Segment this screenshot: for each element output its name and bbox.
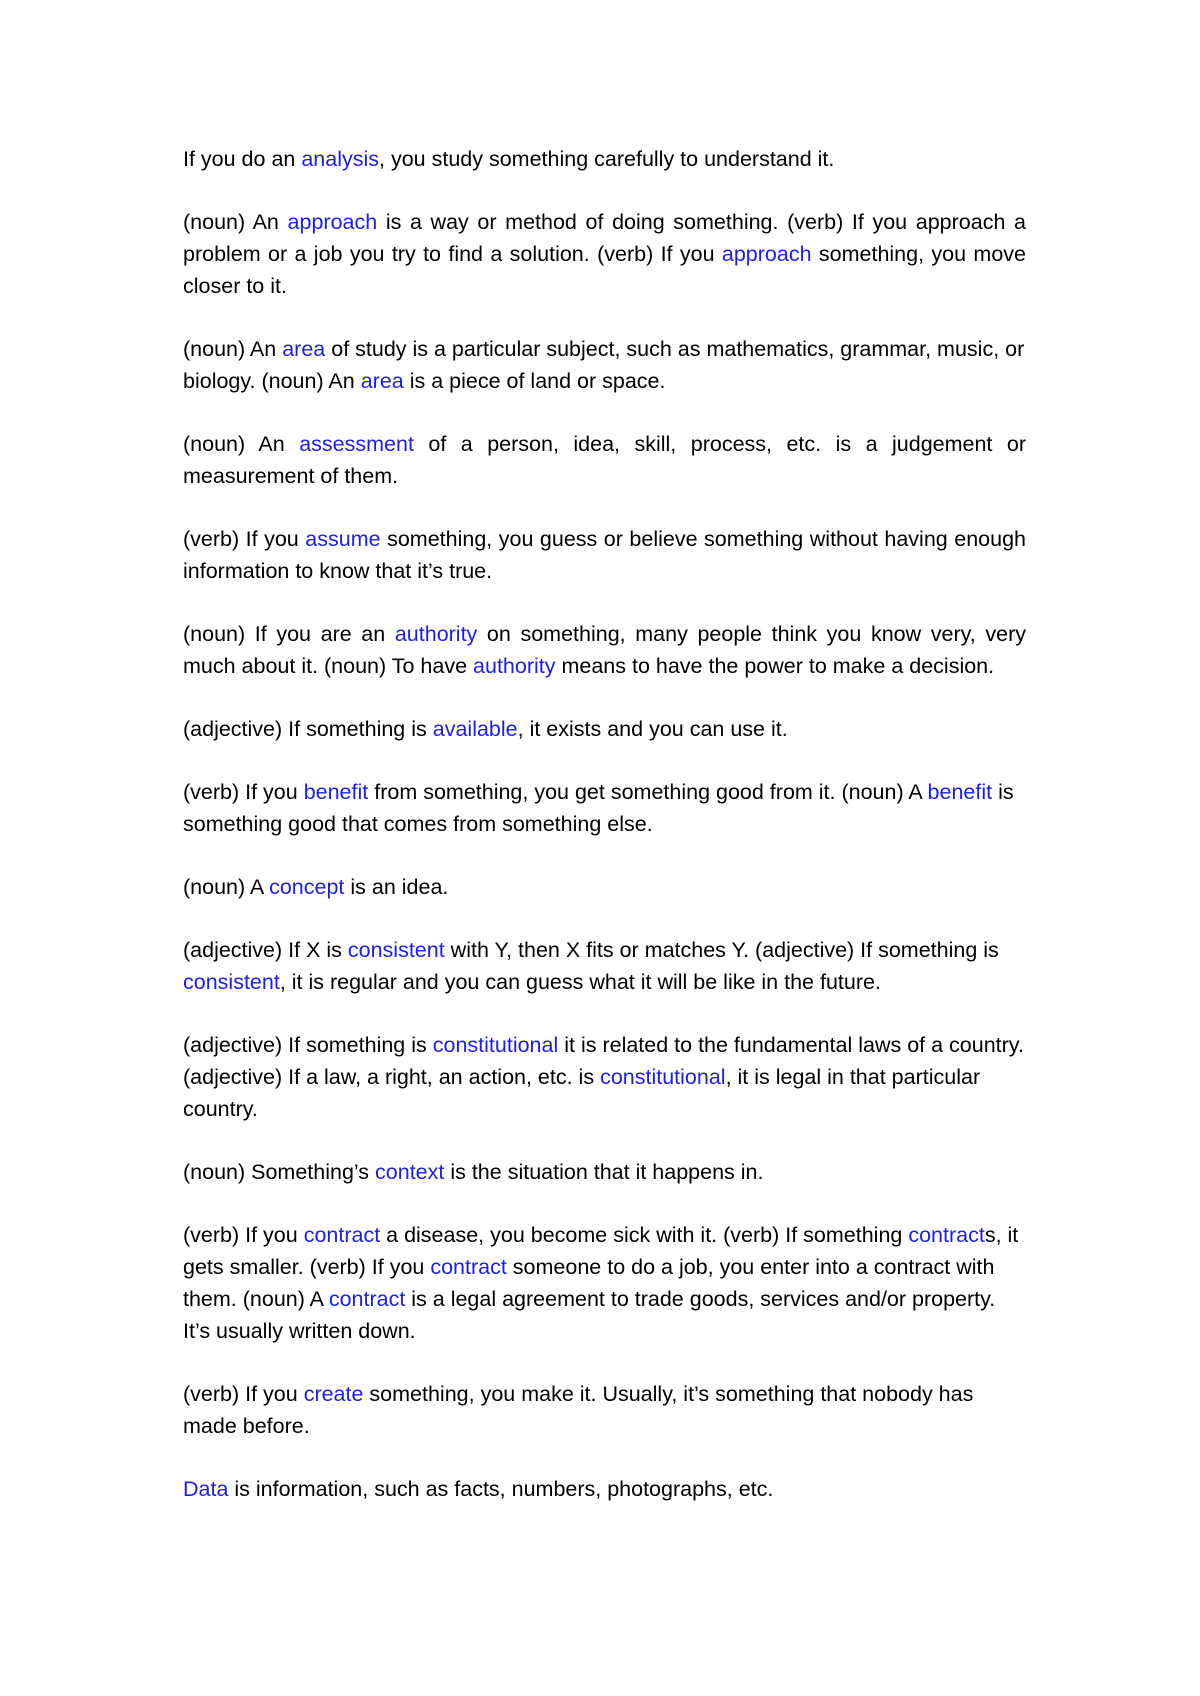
definition-paragraph xyxy=(183,1156,1026,1188)
definition-text: is something good that comes from something else. xyxy=(183,780,1014,836)
keyword: consistent xyxy=(347,938,445,962)
definition-text: (verb) If you xyxy=(183,780,304,804)
definition-paragraph xyxy=(183,333,1026,397)
keyword: approach xyxy=(721,242,812,266)
definition-paragraph xyxy=(183,1219,1026,1347)
definition-text: , it is regular and you can guess what it will be like in the future. xyxy=(279,970,881,994)
definition-text: (noun) An xyxy=(183,210,288,234)
definition-text: (adjective) If X is xyxy=(183,938,348,962)
definition-text: If you do an xyxy=(183,147,302,171)
definition-paragraph xyxy=(183,934,1026,998)
definition-text: , you study something carefully to understand it. xyxy=(379,147,835,171)
definition-text: on something, many people think you know very, very much about it. (noun) To have xyxy=(183,622,1026,678)
definition-paragraph xyxy=(183,776,1026,840)
keyword: benefit xyxy=(303,780,369,804)
definition-text: is an idea. xyxy=(344,875,449,899)
keyword: analysis xyxy=(301,147,380,171)
definition-text: (verb) If you xyxy=(183,527,306,551)
definition-text: is information, such as facts, numbers, photographs, etc. xyxy=(228,1477,774,1501)
definition-text: is the situation that it happens in. xyxy=(444,1160,764,1184)
keyword: contract xyxy=(328,1287,406,1311)
keyword: consistent xyxy=(183,970,280,994)
keyword: assume xyxy=(305,527,381,551)
keyword: concept xyxy=(269,875,345,899)
definition-paragraph xyxy=(183,523,1026,587)
keyword: available xyxy=(432,717,518,741)
keyword: assessment xyxy=(299,432,414,456)
keyword: constitutional xyxy=(600,1065,726,1089)
definition-text: (adjective) If something is xyxy=(183,1033,433,1057)
definition-text: something, you make it. Usually, it’s something that nobody has made before. xyxy=(183,1382,974,1438)
definition-text: s, it gets smaller. (verb) If you xyxy=(183,1223,1019,1279)
keyword: area xyxy=(360,369,404,393)
definition-text: (noun) If you are an xyxy=(183,622,395,646)
keyword: constitutional xyxy=(432,1033,559,1057)
definition-text: (adjective) If something is xyxy=(183,717,433,741)
definition-paragraph xyxy=(183,1029,1026,1125)
definition-text: is a legal agreement to trade goods, services and/or property. It’s usually written down. xyxy=(183,1287,996,1343)
keyword: context xyxy=(375,1160,445,1184)
keyword: authority xyxy=(394,622,478,646)
definition-text: from something, you get something good from it. (noun) A xyxy=(368,780,928,804)
definition-paragraph xyxy=(183,143,1026,175)
glossary-body xyxy=(183,143,1026,1536)
definition-paragraph xyxy=(183,618,1026,682)
definition-text: it is related to the fundamental laws of a country. (adjective) If a law, a right, an action, etc. is xyxy=(183,1033,1024,1089)
definition-paragraph xyxy=(183,1378,1026,1442)
keyword: contract xyxy=(908,1223,985,1247)
definition-text: of study is a particular subject, such as mathematics, grammar, music, or biology. (noun) An xyxy=(183,337,1025,393)
keyword: area xyxy=(282,337,326,361)
keyword: contract xyxy=(430,1255,507,1279)
definition-text: something, you move closer to it. xyxy=(183,242,1026,298)
definition-text: (noun) An xyxy=(183,337,283,361)
definition-text: a disease, you become sick with it. (verb) If something xyxy=(380,1223,909,1247)
definition-text: , it exists and you can use it. xyxy=(517,717,788,741)
definition-text: (noun) A xyxy=(183,875,270,899)
definition-paragraph xyxy=(183,713,1026,745)
definition-text: (noun) An xyxy=(183,432,300,456)
definition-text: (noun) Something’s xyxy=(183,1160,376,1184)
definition-text: of a person, idea, skill, process, etc. is a judgement or measurement of them. xyxy=(183,432,1026,488)
definition-text: is a piece of land or space. xyxy=(403,369,666,393)
definition-text: (verb) If you xyxy=(183,1382,304,1406)
definition-text: means to have the power to make a decision. xyxy=(555,654,995,678)
keyword: benefit xyxy=(927,780,993,804)
keyword: contract xyxy=(303,1223,381,1247)
definition-paragraph xyxy=(183,1473,1026,1505)
keyword: approach xyxy=(287,210,378,234)
definition-paragraph xyxy=(183,871,1026,903)
definition-text: someone to do a job, you enter into a contract with them. (noun) A xyxy=(183,1255,995,1311)
keyword: create xyxy=(303,1382,364,1406)
keyword: Data xyxy=(183,1477,229,1501)
keyword: authority xyxy=(473,654,556,678)
definition-text: is a way or method of doing something. (verb) If you approach a problem or a job you try to find a solution. (verb) If you xyxy=(183,210,1026,266)
definition-text: , it is legal in that particular country. xyxy=(183,1065,981,1121)
definition-text: something, you guess or believe something without having enough information to know that it’s true. xyxy=(183,527,1026,583)
definition-paragraph xyxy=(183,206,1026,302)
definition-text: (verb) If you xyxy=(183,1223,304,1247)
definition-paragraph xyxy=(183,428,1026,492)
definition-text: with Y, then X fits or matches Y. (adjective) If something is xyxy=(444,938,999,962)
